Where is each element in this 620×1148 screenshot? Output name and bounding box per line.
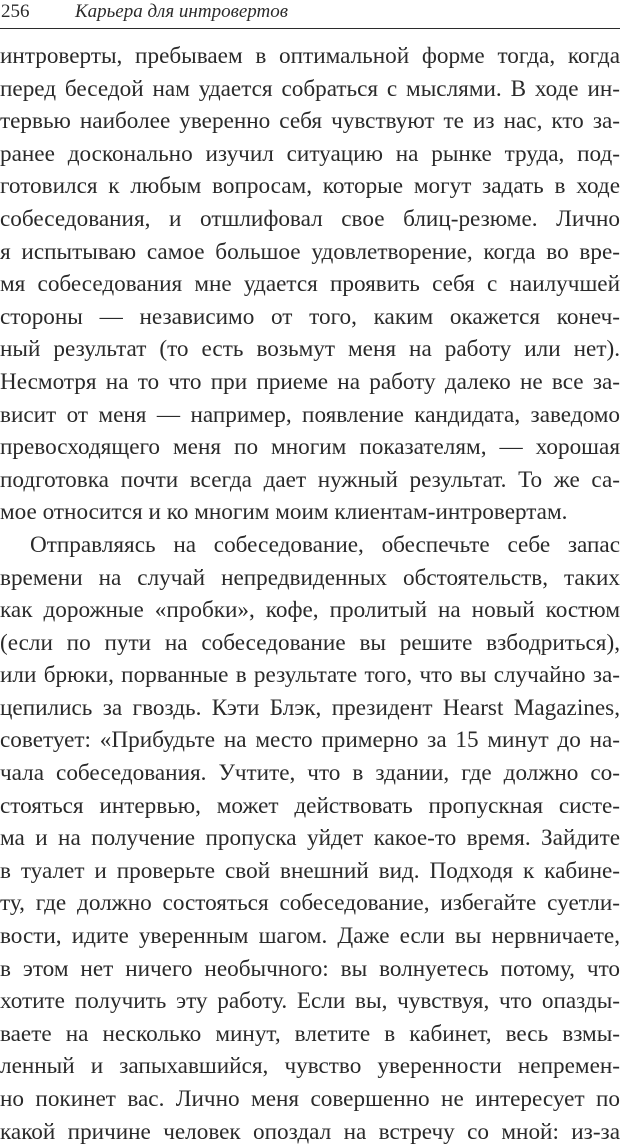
text-line: превосходящего меня по многим показателям, — хорошая (0, 434, 620, 461)
text-line: висит от меня — например, появление кандидата, заведомо (0, 401, 620, 428)
paragraph-2 (0, 529, 620, 1148)
text-line: ма и на получение пропуска уйдет какое-то время. Зайдите (0, 825, 620, 852)
text-line: Отправляясь на собеседование, обеспечьте себе запас (30, 531, 620, 558)
text-line: собеседования, и отшлифовал свое блиц-резюме. Лично (0, 205, 620, 232)
text-line: интроверты, пребываем в оптимальной форме тогда, когда (0, 43, 620, 69)
text-line: стояться интервью, может действовать пропускная систе- (0, 792, 620, 819)
body-text (0, 40, 620, 1148)
text-line: тервью наиболее уверенно себя чувствуют те из нас, кто за- (0, 108, 620, 135)
text-line: в этом нет ничего необычного: вы волнуетесь потому, что (0, 955, 620, 982)
running-header (0, 0, 620, 29)
text-line: ный результат (то есть возьмут меня на работу или нет). (0, 336, 620, 363)
running-title: Карьера для интровертов (75, 1, 288, 22)
text-line: но покинет вас. Лично меня совершенно не интересует по (0, 1086, 620, 1112)
text-line: мя собеседования мне удается проявить себя с наилучшей (0, 271, 620, 298)
text-line: стороны — независимо от того, каким окажется конеч- (0, 303, 620, 330)
text-line: какой причине человек опоздал на встречу со мной: из-за (0, 1118, 620, 1145)
text-line: мое относится и ко многим моим клиентам-интровертам. (0, 499, 568, 526)
text-line: цепились за гвоздь. Кэти Блэк, президент Hearst Magazines, (0, 694, 620, 721)
text-line: ранее досконально изучил ситуацию на рынке труда, под- (0, 140, 620, 167)
text-line: перед беседой нам удается собраться с мыслями. В ходе ин- (0, 75, 620, 102)
text-line: вости, идите уверенным шагом. Даже если вы нервничаете, (0, 923, 620, 950)
text-line: подготовка почти всегда дает нужный результат. То же са- (0, 466, 620, 493)
text-line: готовился к любым вопросам, которые могут задать в ходе (0, 173, 620, 200)
paragraph-1 (0, 40, 620, 529)
page-number: 256 (1, 1, 30, 22)
text-line: ваете на несколько минут, влетите в кабинет, весь взмы- (0, 1020, 620, 1047)
text-line: ленный и запыхавшийся, чувство уверенности непремен- (0, 1053, 620, 1080)
text-line: (если по пути на собеседование вы решите взбодриться), (0, 629, 620, 656)
text-line: или брюки, порванные в результате того, что вы случайно за- (0, 662, 620, 689)
text-line: Несмотря на то что при приеме на работу далеко не все за- (0, 368, 620, 395)
text-line: как дорожные «пробки», кофе, пролитый на новый костюм (0, 597, 620, 624)
text-line: хотите получить эту работу. Если вы, чувствуя, что опазды- (0, 988, 620, 1015)
text-line: советует: «Прибудьте на место примерно за 15 минут до на- (0, 727, 620, 754)
text-line: я испытываю самое большое удовлетворение, когда во вре- (0, 238, 620, 265)
text-line: ту, где должно состояться собеседование, избегайте суетли- (0, 890, 620, 917)
text-line: в туалет и проверьте свой внешний вид. Подходя к кабине- (0, 857, 620, 884)
text-line: времени на случай непредвиденных обстоятельств, таких (0, 564, 620, 591)
text-line: чала собеседования. Учтите, что в здании, где должно со- (0, 760, 620, 787)
